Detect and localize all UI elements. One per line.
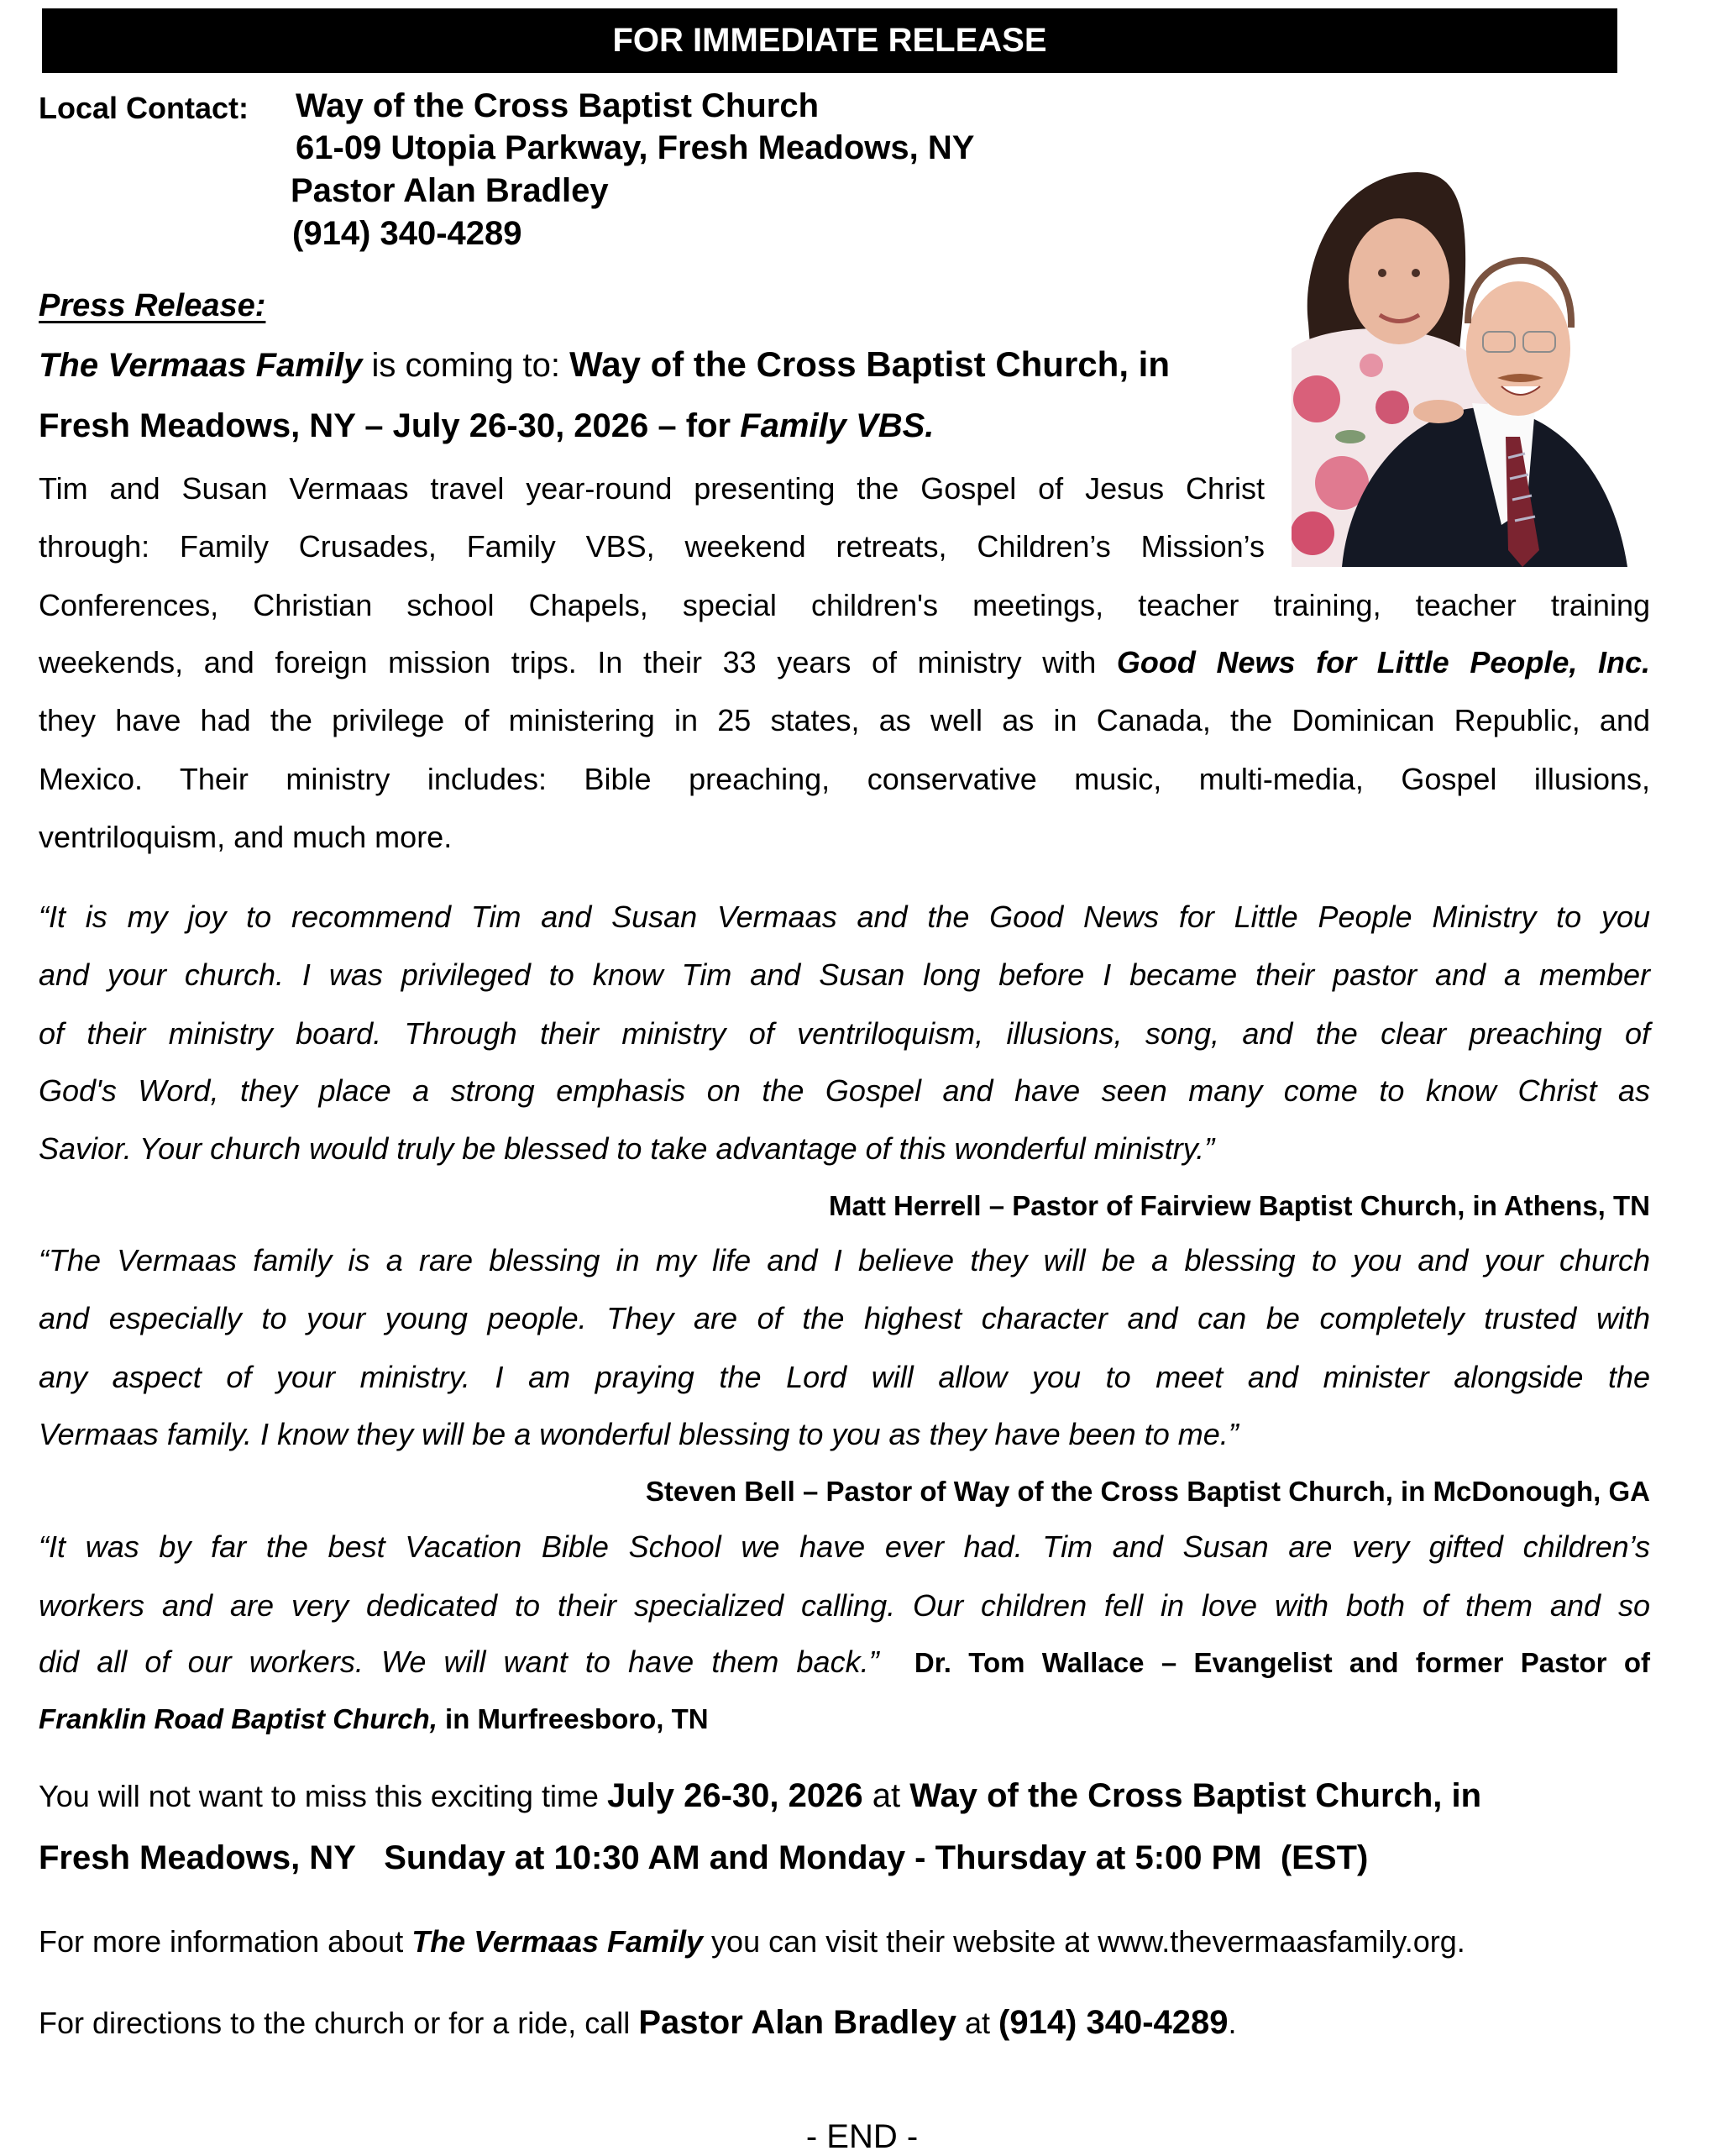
- body-line: Tim and Susan Vermaas travel year-round presenting the Gospel of Jesus Christ: [39, 471, 1265, 506]
- press-release-heading: Press Release:: [39, 288, 266, 323]
- contact-address: 61-09 Utopia Parkway, Fresh Meadows, NY: [296, 129, 975, 166]
- contact-church: Way of the Cross Baptist Church: [296, 87, 820, 124]
- body-line: Conferences, Christian school Chapels, special children's meetings, teacher training, teacher training: [39, 588, 1650, 622]
- testimonial-1-line: and your church. I was privileged to know Tim and Susan long before I became their pastor and a member: [39, 957, 1650, 992]
- intro-line-2: [39, 409, 934, 443]
- body-line: Mexico. Their ministry includes: Bible preaching, conservative music, multi-media, Gospel illusions,: [39, 762, 1650, 796]
- body-line: ventriloquism, and much more.: [39, 820, 453, 854]
- testimonial-2-line: “The Vermaas family is a rare blessing in my life and I believe they will be a blessing to you and your church: [39, 1243, 1650, 1277]
- intro-event: Family VBS.: [740, 407, 935, 444]
- directions-intro: For directions to the church or for a ride, call: [39, 2006, 639, 2040]
- intro-line-1: [39, 344, 1170, 384]
- testimonial-3-attribution-line-2: [39, 1702, 709, 1736]
- intro-coming-to: is coming to:: [362, 347, 570, 384]
- body-line: they have had the privilege of ministering in 25 states, as well as in Canada, the Dominican Republic, and: [39, 703, 1650, 737]
- release-banner: FOR IMMEDIATE RELEASE: [42, 8, 1617, 73]
- directions-period: .: [1228, 2006, 1237, 2040]
- testimonial-1-attribution: Matt Herrell – Pastor of Fairview Baptist Church, in Athens, TN: [829, 1190, 1650, 1221]
- intro-family-name: The Vermaas Family: [39, 347, 363, 384]
- info-intro: For more information about: [39, 1924, 412, 1959]
- testimonial-3-attribution: Dr. Tom Wallace – Evangelist and former Pastor of: [914, 1647, 1650, 1678]
- testimonial-2-line: Vermaas family. I know they will be a wonderful blessing to you as they have been to me.”: [39, 1417, 1239, 1451]
- info-website-text: you can visit their website at www.thevermaasfamily.org.: [703, 1924, 1465, 1959]
- body-line: [39, 646, 1650, 679]
- body-line: through: Family Crusades, Family VBS, weekend retreats, Children’s Mission’s: [39, 529, 1265, 564]
- intro-church: Way of the Cross Baptist Church, in: [569, 344, 1170, 384]
- testimonial-3-line: workers and are very dedicated to their specialized calling. Our children fell in love with both of them and so: [39, 1588, 1650, 1623]
- testimonial-2-line: and especially to your young people. They are of the highest character and can be completely trusted with: [39, 1301, 1650, 1335]
- end-mark: - END -: [805, 2118, 919, 2155]
- directions-phone: (914) 340-4289: [998, 2004, 1229, 2041]
- testimonial-3-line: “It was by far the best Vacation Bible School we have ever had. Tim and Susan are very gifted children’s: [39, 1529, 1650, 1564]
- local-contact-label: Local Contact:: [39, 91, 249, 125]
- body-line-4-text: weekends, and foreign mission trips. In their 33 years of ministry with: [39, 645, 1117, 679]
- closing-at: at: [862, 1777, 910, 1814]
- testimonial-2-line: any aspect of your ministry. I am praying the Lord will allow you to meet and minister alongside the: [39, 1360, 1650, 1394]
- testimonial-1-line: “It is my joy to recommend Tim and Susan Vermaas and the Good News for Little People Ministry to you: [39, 900, 1650, 934]
- directions-pastor: Pastor Alan Bradley: [638, 2004, 956, 2041]
- closing-intro: You will not want to miss this exciting time: [39, 1779, 607, 1813]
- testimonial-3-church: Franklin Road Baptist Church,: [39, 1703, 438, 1734]
- contact-pastor: Pastor Alan Bradley: [291, 172, 609, 209]
- closing-church: Way of the Cross Baptist Church, in: [909, 1777, 1482, 1814]
- testimonial-3-quote-end: did all of our workers. We will want to have them back.”: [39, 1645, 879, 1679]
- ministry-name: Good News for Little People, Inc.: [1116, 645, 1650, 679]
- vermaas-family-photo: [1292, 155, 1636, 567]
- info-family-name: The Vermaas Family: [411, 1924, 704, 1959]
- closing-line-1: [39, 1779, 1481, 1813]
- testimonial-2-attribution: Steven Bell – Pastor of Way of the Cross Baptist Church, in McDonough, GA: [645, 1476, 1650, 1507]
- intro-location-dates: Fresh Meadows, NY – July 26-30, 2026 – for: [39, 407, 741, 444]
- family-portrait-image: [1292, 155, 1636, 567]
- directions-line: [39, 2006, 1237, 2040]
- closing-dates: July 26-30, 2026: [606, 1777, 863, 1814]
- testimonial-1-line: of their ministry board. Through their ministry of ventriloquism, illusions, song, and the clear preaching of: [39, 1016, 1650, 1051]
- testimonial-3-city: in Murfreesboro, TN: [437, 1703, 709, 1734]
- testimonial-1-line: Savior. Your church would truly be blessed to take advantage of this wonderful ministry.”: [39, 1131, 1215, 1166]
- contact-phone: (914) 340-4289: [292, 215, 522, 252]
- closing-schedule: Fresh Meadows, NY Sunday at 10:30 AM and Monday - Thursday at 5:00 PM (EST): [39, 1839, 1369, 1876]
- info-line: [39, 1925, 1465, 1959]
- testimonial-3-line: [39, 1645, 1650, 1680]
- directions-at: at: [956, 2006, 998, 2040]
- testimonial-1-line: God's Word, they place a strong emphasis on the Gospel and have seen many come to know Christ as: [39, 1073, 1650, 1108]
